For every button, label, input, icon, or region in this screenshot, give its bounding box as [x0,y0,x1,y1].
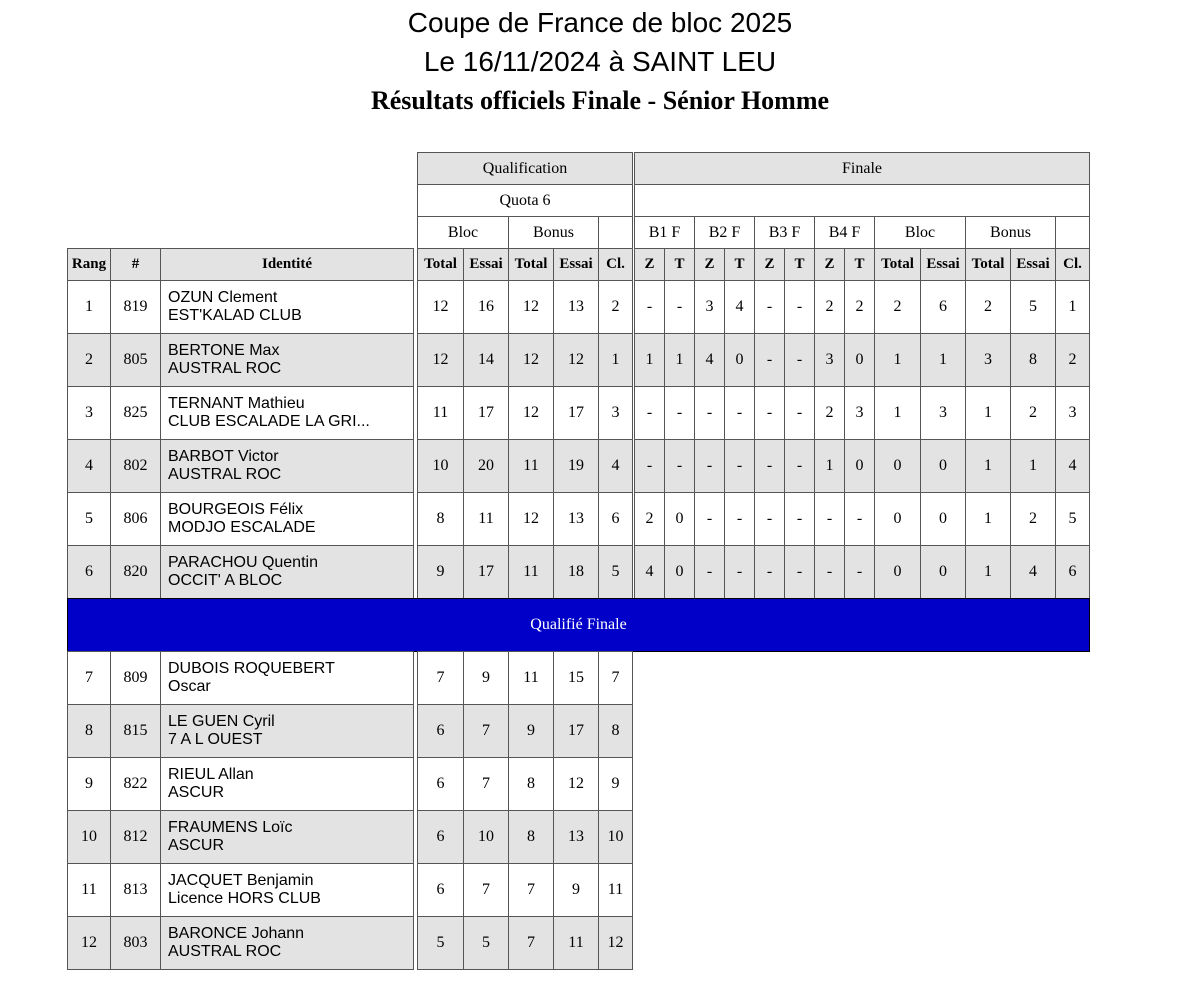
b1-top-cell: 0 [665,546,695,599]
rank-cell: 10 [68,811,111,864]
b2-zone-cell: - [695,387,725,440]
table-row [635,440,1090,493]
rank-cell: 2 [68,334,111,387]
b4-zone-header: Z [815,249,845,281]
bib-cell: 809 [111,652,161,705]
fin-bloc-total-cell: 1 [875,387,921,440]
qual-rank-cell: 11 [599,864,633,917]
identity-cell [161,652,414,705]
table-row [68,864,633,917]
fin-bonus-essai-header: Essai [1011,249,1056,281]
b4-zone-cell: 2 [815,281,845,334]
fin-bloc-essai-cell: 1 [921,334,966,387]
b4-zone-cell: 2 [815,387,845,440]
fin-bonus-total-header: Total [966,249,1011,281]
fin-bonus-total-cell: 3 [966,334,1011,387]
rank-cell: 8 [68,705,111,758]
fin-rank-cell: 1 [1056,281,1090,334]
qual-bloc-total-cell: 6 [418,811,464,864]
qual-bloc-essai-cell: 20 [464,440,509,493]
qual-bloc-essai-cell: 17 [464,387,509,440]
qual-bonus-total-cell: 9 [509,705,554,758]
athlete-name: TERNANT Mathieu [168,395,305,412]
b3-top-cell: - [785,334,815,387]
table-row [635,334,1090,387]
b4-top-cell: 2 [845,281,875,334]
qual-rank-cell: 3 [599,387,633,440]
qualified-label: Qualifié Finale [68,599,1090,652]
table-row [68,811,633,864]
bib-cell: 822 [111,758,161,811]
qual-bonus-total-cell: 12 [509,493,554,546]
b1-zone-cell: 4 [635,546,665,599]
rank-cell: 4 [68,440,111,493]
fin-bonus-essai-cell: 1 [1011,440,1056,493]
qual-bonus-essai-header: Essai [554,249,599,281]
qual-bonus-total-cell: 11 [509,440,554,493]
qual-bloc-essai-cell: 7 [464,758,509,811]
qual-bloc-total-cell: 7 [418,652,464,705]
b1-top-header: T [665,249,695,281]
qual-bloc-essai-cell: 14 [464,334,509,387]
athlete-club: 7 A L OUEST [168,731,263,748]
fin-bloc-total-cell: 0 [875,546,921,599]
b3-top-header: T [785,249,815,281]
qual-rank-cell: 7 [599,652,633,705]
qual-bonus-total-cell: 8 [509,811,554,864]
qual-bloc-essai-header: Essai [464,249,509,281]
b1-top-cell: - [665,440,695,493]
b2-zone-cell: - [695,546,725,599]
fin-bloc-essai-cell: 0 [921,440,966,493]
qual-bloc-header: Bloc [418,217,509,249]
qual-bloc-essai-cell: 10 [464,811,509,864]
qual-bonus-total-cell: 8 [509,758,554,811]
b4-top-cell: - [845,493,875,546]
table-row [68,705,633,758]
qual-bonus-essai-cell: 12 [554,334,599,387]
identity-cell [161,387,414,440]
b1-top-cell: 0 [665,493,695,546]
identity-cell [161,917,414,970]
fin-bloc-total-cell: 2 [875,281,921,334]
bib-cell: 819 [111,281,161,334]
table-row [68,281,633,334]
fin-rank-cell: 3 [1056,387,1090,440]
qual-bonus-total-header: Total [509,249,554,281]
b3-top-cell: - [785,387,815,440]
fin-bonus-total-cell: 1 [966,546,1011,599]
b2-zone-cell: 4 [695,334,725,387]
fin-rank-cell: 6 [1056,546,1090,599]
qual-rank-cell: 9 [599,758,633,811]
qual-rank-header: Cl. [599,249,633,281]
quota-header: Quota 6 [418,185,633,217]
qual-bloc-essai-cell: 5 [464,917,509,970]
b3-zone-header: Z [755,249,785,281]
bib-cell: 802 [111,440,161,493]
table-row [635,493,1090,546]
b3-zone-cell: - [755,546,785,599]
rank-cell: 9 [68,758,111,811]
identity-cell [161,705,414,758]
identity-cell [161,281,414,334]
b1-zone-cell: 2 [635,493,665,546]
qual-bonus-total-cell: 7 [509,864,554,917]
b2-zone-cell: - [695,493,725,546]
identity-cell [161,334,414,387]
table-row [635,387,1090,440]
fin-rank-header: Cl. [1056,249,1090,281]
qual-bonus-essai-cell: 9 [554,864,599,917]
athlete-club: AUSTRAL ROC [168,360,282,377]
b1-header: B1 F [635,217,695,249]
qual-bloc-total-header: Total [418,249,464,281]
identity-cell [161,811,414,864]
fin-bonus-essai-cell: 4 [1011,546,1056,599]
qual-bloc-total-cell: 12 [418,281,464,334]
athlete-name: BOURGEOIS Félix [168,501,304,518]
b4-zone-cell: - [815,493,845,546]
fin-rank-cell: 2 [1056,334,1090,387]
identity-header: Identité [161,249,414,281]
b1-zone-cell: - [635,440,665,493]
identity-cell [161,493,414,546]
qualification-table [67,152,633,599]
athlete-name: JACQUET Benjamin [168,872,314,889]
fin-bonus-total-cell: 1 [966,493,1011,546]
b4-top-header: T [845,249,875,281]
athlete-name: OZUN Clement [168,289,278,306]
identity-cell [161,440,414,493]
qual-bloc-total-cell: 6 [418,705,464,758]
bib-cell: 803 [111,917,161,970]
non-qualified-table [67,651,633,970]
finale-header: Finale [635,153,1090,185]
qual-bonus-total-cell: 12 [509,387,554,440]
b2-top-cell: - [725,387,755,440]
b2-top-cell: - [725,440,755,493]
athlete-name: BARONCE Johann [168,925,305,942]
b3-header: B3 F [755,217,815,249]
fin-bonus-essai-cell: 8 [1011,334,1056,387]
table-row [635,546,1090,599]
bib-cell: 820 [111,546,161,599]
athlete-name: LE GUEN Cyril [168,713,275,730]
b2-top-cell: 0 [725,334,755,387]
qual-bloc-total-cell: 10 [418,440,464,493]
qual-bonus-essai-cell: 12 [554,758,599,811]
table-row [68,546,633,599]
qual-bloc-total-cell: 9 [418,546,464,599]
qual-rank-cell: 4 [599,440,633,493]
qual-bloc-total-cell: 11 [418,387,464,440]
identity-cell [161,758,414,811]
athlete-club: Licence HORS CLUB [168,890,321,907]
qualification-header: Qualification [418,153,633,185]
athlete-club: CLUB ESCALADE LA GRI... [168,413,370,430]
results-title: Résultats officiels Finale - Sénior Homme [370,86,830,115]
qual-bonus-total-cell: 12 [509,281,554,334]
athlete-club: ASCUR [168,784,225,801]
qual-bloc-essai-cell: 11 [464,493,509,546]
fin-bonus-essai-cell: 2 [1011,493,1056,546]
b2-top-header: T [725,249,755,281]
b3-zone-cell: - [755,387,785,440]
athlete-club: MODJO ESCALADE [168,519,316,536]
qual-bloc-total-cell: 5 [418,917,464,970]
competition-title: Coupe de France de bloc 2025 [407,7,793,38]
b3-zone-cell: - [755,440,785,493]
qual-rank-cell: 10 [599,811,633,864]
b1-zone-cell: 1 [635,334,665,387]
b4-zone-cell: 3 [815,334,845,387]
b3-top-cell: - [785,493,815,546]
rank-cell: 3 [68,387,111,440]
rank-cell: 6 [68,546,111,599]
fin-bloc-total-header: Total [875,249,921,281]
fin-bloc-total-cell: 0 [875,493,921,546]
table-row [68,493,633,546]
athlete-name: BARBOT Victor [168,448,279,465]
qual-bonus-total-cell: 12 [509,334,554,387]
identity-cell [161,546,414,599]
b4-top-cell: 3 [845,387,875,440]
identity-cell [161,864,414,917]
b4-top-cell: 0 [845,440,875,493]
qual-bonus-essai-cell: 11 [554,917,599,970]
table-row [68,917,633,970]
athlete-name: PARACHOU Quentin [168,554,318,571]
athlete-name: BERTONE Max [168,342,280,359]
qual-bonus-header: Bonus [509,217,599,249]
fin-bonus-header: Bonus [966,217,1056,249]
athlete-name: DUBOIS ROQUEBERT [168,660,335,677]
table-row [68,758,633,811]
fin-bloc-essai-cell: 0 [921,493,966,546]
qual-bonus-essai-cell: 13 [554,281,599,334]
qual-bonus-total-cell: 11 [509,652,554,705]
qual-bloc-total-cell: 6 [418,758,464,811]
b4-header: B4 F [815,217,875,249]
qual-bonus-essai-cell: 17 [554,387,599,440]
rank-cell: 5 [68,493,111,546]
qual-rank-cell: 12 [599,917,633,970]
qual-bloc-essai-cell: 9 [464,652,509,705]
qual-bonus-essai-cell: 19 [554,440,599,493]
rank-header: Rang [68,249,111,281]
qual-bloc-essai-cell: 7 [464,864,509,917]
bib-cell: 813 [111,864,161,917]
qual-bloc-essai-cell: 7 [464,705,509,758]
b1-zone-cell: - [635,281,665,334]
fin-bonus-total-cell: 1 [966,440,1011,493]
athlete-club: AUSTRAL ROC [168,466,282,483]
qual-bonus-essai-cell: 15 [554,652,599,705]
rank-cell: 1 [68,281,111,334]
qual-rank-cell: 5 [599,546,633,599]
finale-table [634,152,1090,599]
rank-cell: 11 [68,864,111,917]
table-row [68,387,633,440]
athlete-club: EST'KALAD CLUB [168,307,302,324]
b4-top-cell: - [845,546,875,599]
rank-cell: 7 [68,652,111,705]
fin-bloc-total-cell: 1 [875,334,921,387]
qual-rank-cell: 2 [599,281,633,334]
bib-header: # [111,249,161,281]
bib-cell: 815 [111,705,161,758]
b2-header: B2 F [695,217,755,249]
b1-top-cell: - [665,387,695,440]
fin-bloc-essai-cell: 6 [921,281,966,334]
athlete-club: ASCUR [168,837,225,854]
b3-top-cell: - [785,546,815,599]
competition-date-place: Le 16/11/2024 à SAINT LEU [423,46,777,77]
table-row [68,440,633,493]
fin-bloc-essai-cell: 3 [921,387,966,440]
b1-top-cell: - [665,281,695,334]
fin-rank-cell: 5 [1056,493,1090,546]
fin-bonus-essai-cell: 2 [1011,387,1056,440]
qual-bonus-total-cell: 7 [509,917,554,970]
bib-cell: 805 [111,334,161,387]
athlete-club: Oscar [168,678,211,695]
b2-zone-cell: 3 [695,281,725,334]
qual-bloc-total-cell: 8 [418,493,464,546]
qual-bonus-essai-cell: 13 [554,493,599,546]
fin-bloc-total-cell: 0 [875,440,921,493]
qualified-band [67,598,1090,652]
b3-zone-cell: - [755,334,785,387]
fin-bonus-essai-cell: 5 [1011,281,1056,334]
b3-zone-cell: - [755,281,785,334]
table-row [68,652,633,705]
table-row [68,334,633,387]
b4-zone-cell: 1 [815,440,845,493]
qual-bloc-essai-cell: 16 [464,281,509,334]
b2-top-cell: 4 [725,281,755,334]
qual-bonus-essai-cell: 13 [554,811,599,864]
fin-rank-cell: 4 [1056,440,1090,493]
b3-zone-cell: - [755,493,785,546]
bib-cell: 812 [111,811,161,864]
b1-zone-header: Z [635,249,665,281]
b4-top-cell: 0 [845,334,875,387]
b4-zone-cell: - [815,546,845,599]
fin-bloc-essai-header: Essai [921,249,966,281]
b3-top-cell: - [785,281,815,334]
qual-rank-cell: 6 [599,493,633,546]
qual-bonus-essai-cell: 18 [554,546,599,599]
qual-bloc-total-cell: 12 [418,334,464,387]
athlete-name: RIEUL Allan [168,766,254,783]
fin-bloc-header: Bloc [875,217,966,249]
qual-rank-cell: 8 [599,705,633,758]
fin-bloc-essai-cell: 0 [921,546,966,599]
b2-top-cell: - [725,493,755,546]
athlete-name: FRAUMENS Loïc [168,819,293,836]
athlete-club: OCCIT' A BLOC [168,572,283,589]
b2-zone-header: Z [695,249,725,281]
fin-bonus-total-cell: 1 [966,387,1011,440]
b2-top-cell: - [725,546,755,599]
athlete-club: AUSTRAL ROC [168,943,282,960]
qual-bonus-essai-cell: 17 [554,705,599,758]
b2-zone-cell: - [695,440,725,493]
rank-cell: 12 [68,917,111,970]
qual-bloc-total-cell: 6 [418,864,464,917]
fin-bonus-total-cell: 2 [966,281,1011,334]
qual-bloc-essai-cell: 17 [464,546,509,599]
table-row [635,281,1090,334]
b3-top-cell: - [785,440,815,493]
qual-bonus-total-cell: 11 [509,546,554,599]
bib-cell: 825 [111,387,161,440]
qual-rank-cell: 1 [599,334,633,387]
b1-zone-cell: - [635,387,665,440]
b1-top-cell: 1 [665,334,695,387]
bib-cell: 806 [111,493,161,546]
